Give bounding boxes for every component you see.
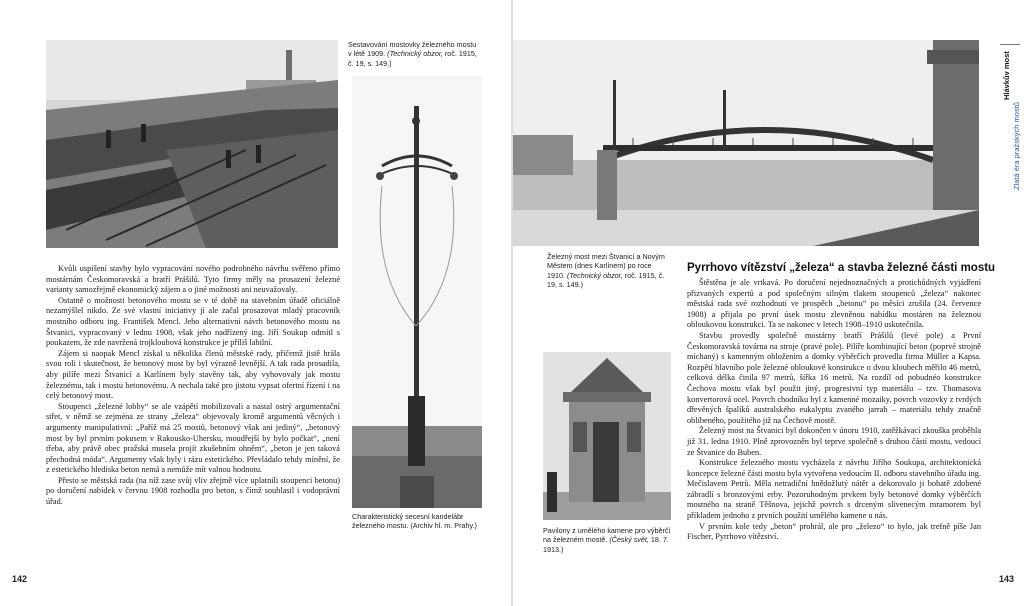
caption-lamp bbox=[352, 512, 484, 531]
side-tab-subtitle: Zlatá éra pražských mostů bbox=[1012, 102, 1021, 190]
paragraph: Železný most na Štvanici byl dokončen v únoru 1910, zatěžkávací zkouška proběhla již 31. ledna 1910. Plně zprovozněn byl teprve společně s druhou částí mostu, vedoucí ze Štvanice do Buben. bbox=[687, 426, 981, 457]
side-tab-title: Hlávkův most bbox=[1002, 51, 1011, 100]
caption-source: roč. 1915, č. 19, s. 149.) bbox=[547, 270, 665, 290]
paragraph: Konstrukce železného mostu vycházela z návrhu Jiřího Soukupa, architektonická koncepce železné části mostu byla vytvořena vedoucím II. odboru stavebního úřadu ing. Mečislavem Petrů. Měla netradiční hnědožlutý nátěr a dekorovalo ji bohatě zdobené zábradlí s bronzovými erby. Pozoruhodným prvkem byly betonové domky výběrčích mostného na straně Těšnova, jejichž povrch s drceným slivenecým mramorem byl příkladem jednoho z prvních použití umělého kamene u nás. bbox=[687, 458, 981, 521]
paragraph: Přesto se městská rada (na níž zase svůj vliv zřejmě více uplatnili stoupenci betonu) po doručení nabídek v červnu 1908 rozhodla pro beton, s čímž souhlasil i vodoprávní úřad. bbox=[46, 475, 340, 507]
caption-source-italic: (Technický obzor, bbox=[387, 49, 443, 59]
left-page bbox=[0, 0, 511, 606]
caption-text: Sestavování mostovky železného mostu v létě 1909. bbox=[348, 40, 477, 59]
side-tab-rule bbox=[1000, 44, 1020, 45]
caption-text: Železný most mezi Štvanicí a Novým Městem (dnes Karlínem) po roce 1910. bbox=[547, 252, 665, 280]
caption-source: (Archiv hl. m. Prahy.) bbox=[410, 521, 477, 531]
page-number-left: 142 bbox=[12, 574, 28, 584]
caption-text: Charakteristický secesní kandelábr železného mostu. bbox=[352, 512, 464, 531]
paragraph: Štěstěna je ale vrtkavá. Po doručení nejednoznačných a protichůdných vyjádření přizvaných expertů a pod společným silným tlakem stoupenců „železa“ nakonec městská rada své rozhodnutí ve prospěch „betonu“ po měsíci zrušila (24. července 1908) a přijala po první úsek mostu zlevněnou nabídku mostáren na železnou obloukovou konstrukci. Ta se nakonec v letech 1908–1910 uskutečnila. bbox=[687, 278, 981, 330]
caption-source: roč. 1915, č. 19, s. 149.) bbox=[348, 49, 477, 68]
photo-toll-pavilion bbox=[543, 352, 671, 520]
paragraph: Ostatně o možnosti betonového mostu se v té době na stavebním úřadě oficiálně nezamýšlel nikdo. Ze své vlastní iniciativy jí ale začal prosazovat mladý pracovník mostního odboru ing. František Mencl. Jeho alternativní návrh betonového mostu na Štvanici, vypracovaný v lednu 1908, však jeho nadřízený ing. Jiří Soukup odmítl s poukazem, že zde navržená trojkloubová konstrukce je příliš labilní. bbox=[46, 295, 340, 348]
caption-text: Pavilony z umělého kamene pro výběrčí na železném mostě. bbox=[543, 526, 671, 545]
right-body-text bbox=[687, 278, 981, 543]
caption-pavilion bbox=[543, 526, 671, 554]
side-tab bbox=[998, 40, 1024, 240]
paragraph: Stoupenci „železné lobby“ se ale vzápětí mobilizovali a nastal ostrý argumentační střet, v němž se zejména ze strany „železa“ objevovaly kromě argumentů věcných i argumenty manipulativní: „Paříž má 25 mostů, betonový však ani jediný“, „betonový most by byl prvním pokusem v Rakousko-Uhersku, moudřejší by bylo počkat“, „není třeba, aby právě obec pražská musela projít zkušebním ohněm“, „beton je jen taková přechodná móda“. Argumenty však byly i rázu estetického. Převládalo tehdy mínění, že z estetického hlediska beton nemá a nemůže mít valnou hodnotu. bbox=[46, 401, 340, 475]
photo-lamp-candelabra bbox=[352, 76, 482, 508]
caption-source-italic: (Technický obzor, bbox=[567, 270, 623, 280]
left-body-text bbox=[46, 264, 340, 508]
right-page bbox=[513, 0, 1024, 606]
photo-bridge-deck-construction bbox=[46, 40, 338, 248]
paragraph: Zájem si naopak Mencl získal u několika členů městské rady, přičemž jistě hrála svou roli i skutečnost, že betonový most by byl výrazně levnější. A tak rada prosadila, aby pilíře mezi Štvanicí a Karlínem byly stavěny tak, aby vyhovovaly jak mostu železnému, tak i mostu betonovému. A nechala také pro jistotu vypsat ofertní řízení i na celý betonový most. bbox=[46, 348, 340, 401]
page-number-right: 143 bbox=[999, 574, 1015, 584]
caption-source-italic: (Český svět, bbox=[609, 535, 649, 545]
paragraph: V prvním kole tedy „beton“ prohrál, ale pro „železo“ to bylo, jak trefně píše Jan Fischer, Pyrrhovo vítězství. bbox=[687, 521, 981, 542]
caption-iron-bridge bbox=[547, 252, 667, 290]
section-heading: Pyrrhovo vítězství „železa“ a stavba železné části mostu bbox=[687, 262, 996, 274]
paragraph: Kvůli uspíšení stavby bylo vypracování nového podrobného návrhu svěřeno přímo mostárnám Českomoravská a bratří Prášilů. Tyto firmy měly na prosazení železné varianty samozřejmě ekonomický zájem a o jiné možnosti ani neuvažovaly. bbox=[46, 264, 340, 295]
paragraph: Stavbu provedly společně mostárny bratří Prášilů (levé pole) a První Českomoravská továrna na stroje (pravé pole). Pilíře kombinující beton (poprvé strojně míchaný) s kamenným obložením a domky výběrčích provedla firma Müller a Kapsa. Rozpětí hlavního pole železné obloukové konstrukce o dvou kloubech měřilo 46 metrů, celková délka činila 97 metrů, šířka 16 metrů. Na rozdíl od pobudnéo konstrukce Čechova mostu však byl použit jiný, progresivní typ materiálu – tzv. Thomasova konvertorová ocel. Povrch chodníku byl z kamenné mozaiky, povrch vozovky z tvrdých dřevěných špalíků australského eukalyptu zvaného jarrah – materiálu tehdy značně oblíbeného, použitého již na Čechově mostě. bbox=[687, 330, 981, 425]
photo-iron-bridge bbox=[513, 40, 979, 246]
caption-source: 18. 7. 1913.) bbox=[543, 535, 669, 554]
caption-deck-construction bbox=[348, 40, 480, 68]
